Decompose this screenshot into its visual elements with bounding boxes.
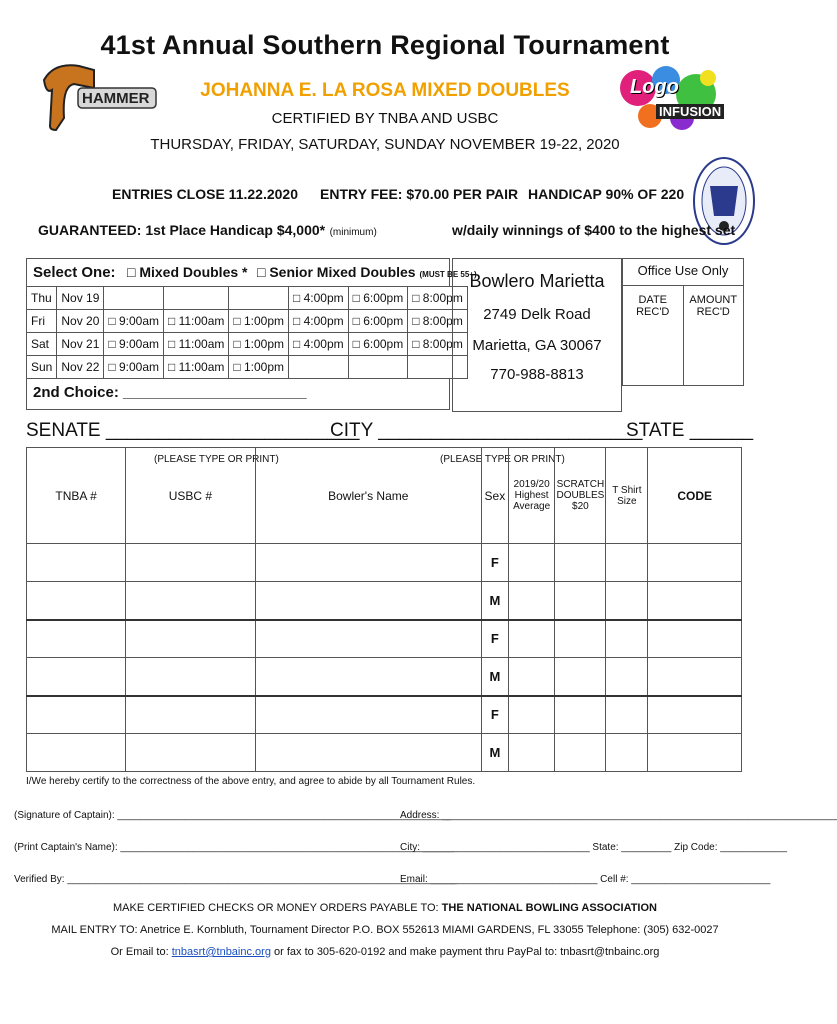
schedule-date: Nov 19	[57, 287, 104, 310]
entry-input-cell[interactable]	[255, 696, 481, 734]
time-slot-checkbox	[348, 356, 408, 379]
entry-input-cell[interactable]	[255, 734, 481, 772]
entry-input-cell[interactable]	[126, 620, 255, 658]
sex-cell: F	[481, 696, 508, 734]
mail-entry-line: MAIL ENTRY TO: Anetrice E. Kornbluth, Tournament Director P.O. BOX 552613 MIAMI GARDENS, FL 33055 Telephone: (305) 632-0027	[51, 924, 719, 936]
entry-input-cell[interactable]	[555, 658, 606, 696]
senate-note: (PLEASE TYPE OR PRINT)	[154, 454, 279, 465]
time-slot-checkbox[interactable]: □ 4:00pm	[289, 310, 349, 333]
entry-input-cell[interactable]	[555, 734, 606, 772]
time-slot-checkbox[interactable]: □ 9:00am	[104, 333, 164, 356]
entries-close: ENTRIES CLOSE 11.22.2020	[112, 186, 298, 202]
email-prefix: Or Email to:	[110, 946, 169, 958]
time-slot-checkbox[interactable]: □ 8:00pm	[408, 287, 468, 310]
entry-input-cell[interactable]	[27, 658, 126, 696]
time-slot-checkbox	[229, 287, 289, 310]
entry-input-cell[interactable]	[255, 620, 481, 658]
entry-input-cell[interactable]	[508, 620, 555, 658]
page-title: 41st Annual Southern Regional Tournament	[100, 30, 670, 60]
time-slot-checkbox[interactable]: □ 4:00pm	[289, 333, 349, 356]
entry-input-cell[interactable]	[508, 696, 555, 734]
entry-row	[27, 582, 742, 620]
entry-row	[27, 696, 742, 734]
entry-input-cell[interactable]	[27, 544, 126, 582]
time-slot-checkbox[interactable]: □ 4:00pm	[289, 287, 349, 310]
schedule-row	[27, 333, 468, 356]
entry-input-cell[interactable]	[648, 696, 742, 734]
entry-input-cell[interactable]	[255, 658, 481, 696]
schedule-row	[27, 287, 468, 310]
certify-statement: I/We hereby certify to the correctness of the above entry, and agree to abide by all Tournament Rules.	[26, 776, 476, 787]
entry-input-cell[interactable]	[606, 582, 648, 620]
entry-header-cell: TNBA #	[27, 448, 126, 544]
address-field[interactable]: Address: _______________________________________________________________________	[400, 810, 837, 821]
entry-header-cell: Sex	[481, 448, 508, 544]
time-slot-checkbox	[289, 356, 349, 379]
guaranteed-text: GUARANTEED: 1st Place Handicap $4,000*	[38, 222, 326, 238]
email-suffix: or fax to 305-620-0192 and make payment thru PayPal to: tnbasrt@tnbainc.org	[274, 946, 660, 958]
entry-row	[27, 734, 742, 772]
daily-winnings: w/daily winnings of $400 to the highest set	[452, 222, 736, 238]
entry-input-cell[interactable]	[508, 658, 555, 696]
entry-input-cell[interactable]	[555, 582, 606, 620]
entry-input-cell[interactable]	[27, 582, 126, 620]
email-line	[0, 946, 770, 958]
entry-input-cell[interactable]	[126, 544, 255, 582]
schedule-day: Fri	[27, 310, 57, 333]
guaranteed-line	[38, 222, 377, 240]
schedule-day: Sun	[27, 356, 57, 379]
entry-input-cell[interactable]	[126, 734, 255, 772]
entry-input-cell[interactable]	[648, 658, 742, 696]
schedule-day: Thu	[27, 287, 57, 310]
office-use-heading: Office Use Only	[623, 259, 743, 286]
bowler-entry-table	[26, 447, 742, 772]
schedule-date: Nov 20	[57, 310, 104, 333]
entry-header-cell: CODE	[648, 448, 742, 544]
time-slot-checkbox[interactable]: □ 1:00pm	[229, 310, 289, 333]
handicap-info: HANDICAP 90% OF 220	[528, 186, 685, 202]
verified-by-field[interactable]: Verified By: ______________________________________________________________________	[14, 874, 457, 885]
entry-fee: ENTRY FEE: $70.00 PER PAIR	[320, 186, 519, 202]
entry-header-cell: Bowler's Name	[255, 448, 481, 544]
sex-cell: M	[481, 582, 508, 620]
city-note: (PLEASE TYPE OR PRINT)	[440, 454, 565, 465]
entry-input-cell[interactable]	[555, 696, 606, 734]
entry-input-cell[interactable]	[555, 544, 606, 582]
entry-input-cell[interactable]	[648, 620, 742, 658]
senate-field[interactable]: SENATE ________________________	[26, 420, 360, 441]
entry-header-cell: 2019/20 Highest Average	[508, 448, 555, 544]
senior-mixed-label: □ Senior Mixed Doubles	[257, 264, 416, 280]
tournament-dates: THURSDAY, FRIDAY, SATURDAY, SUNDAY NOVEMBER 19-22, 2020	[150, 136, 620, 153]
entry-input-cell[interactable]	[606, 544, 648, 582]
entry-header-cell: USBC #	[126, 448, 255, 544]
second-choice-row[interactable]	[26, 378, 450, 410]
sex-cell: M	[481, 734, 508, 772]
hammer-logo-text: HAMMER	[82, 90, 150, 107]
time-slot-checkbox[interactable]: □ 6:00pm	[348, 310, 408, 333]
payable-prefix: MAKE CERTIFIED CHECKS OR MONEY ORDERS PAYABLE TO:	[113, 902, 439, 914]
time-slot-checkbox[interactable]: □ 6:00pm	[348, 333, 408, 356]
time-slot-checkbox[interactable]: □ 8:00pm	[408, 333, 468, 356]
time-slot-checkbox[interactable]: □ 11:00am	[164, 356, 229, 379]
sex-cell: F	[481, 544, 508, 582]
venue-name: Bowlero Marietta	[469, 271, 605, 291]
minimum-note: (minimum)	[329, 227, 377, 238]
mixed-doubles-checkbox[interactable]: □ Mixed Doubles *	[127, 264, 248, 280]
entry-input-cell[interactable]	[648, 734, 742, 772]
entry-input-cell[interactable]	[606, 696, 648, 734]
time-slot-checkbox[interactable]: □ 11:00am	[164, 310, 229, 333]
time-slot-checkbox[interactable]: □ 1:00pm	[229, 356, 289, 379]
entry-input-cell[interactable]	[126, 658, 255, 696]
time-slot-checkbox[interactable]: □ 9:00am	[104, 310, 164, 333]
entry-header-cell: T Shirt Size	[606, 448, 648, 544]
payable-org: THE NATIONAL BOWLING ASSOCIATION	[441, 902, 657, 914]
city-state-zip-field[interactable]: City: ______________________________ State: _________ Zip Code: ____________	[400, 842, 788, 853]
entry-input-cell[interactable]	[648, 544, 742, 582]
entry-input-cell[interactable]	[508, 544, 555, 582]
office-use-box	[622, 258, 744, 386]
date-received: DATE REC'D	[623, 286, 684, 386]
time-slot-checkbox[interactable]: □ 11:00am	[164, 333, 229, 356]
venue-street: 2749 Delk Road	[483, 306, 591, 323]
schedule-header	[26, 258, 477, 286]
entry-input-cell[interactable]	[255, 582, 481, 620]
schedule-date: Nov 22	[57, 356, 104, 379]
venue-phone: 770-988-8813	[490, 366, 584, 383]
event-subtitle: JOHANNA E. LA ROSA MIXED DOUBLES	[200, 80, 570, 101]
amount-received: AMOUNT REC'D	[689, 294, 738, 318]
time-slot-checkbox	[164, 287, 229, 310]
certification-line: CERTIFIED BY TNBA AND USBC	[271, 110, 499, 127]
entry-input-cell[interactable]	[606, 734, 648, 772]
entry-input-cell[interactable]	[508, 582, 555, 620]
entry-row	[27, 658, 742, 696]
schedule-day: Sat	[27, 333, 57, 356]
sex-cell: F	[481, 620, 508, 658]
logo-text-top: Logo	[630, 76, 679, 98]
time-slot-checkbox[interactable]: □ 6:00pm	[348, 287, 408, 310]
second-choice-field[interactable]: 2nd Choice: ______________________	[33, 384, 307, 401]
email-cell-field[interactable]: Email: ______________________________ Cell #: _________________________	[400, 874, 771, 885]
entry-input-cell[interactable]	[255, 544, 481, 582]
sex-cell: M	[481, 658, 508, 696]
city-field[interactable]: CITY _________________________	[330, 420, 643, 441]
schedule-row	[27, 356, 468, 379]
entry-input-cell[interactable]	[126, 582, 255, 620]
entry-input-cell[interactable]	[648, 582, 742, 620]
entry-row	[27, 620, 742, 658]
time-slot-checkbox[interactable]: □ 9:00am	[104, 356, 164, 379]
entry-header-cell: SCRATCH DOUBLES $20	[555, 448, 606, 544]
entry-input-cell[interactable]	[27, 620, 126, 658]
select-one-label: Select One:	[33, 264, 116, 281]
entry-input-cell[interactable]	[27, 734, 126, 772]
schedule-table	[26, 286, 468, 379]
entry-input-cell[interactable]	[508, 734, 555, 772]
captain-signature-field[interactable]: (Signature of Captain): ____________________________________________________________	[14, 810, 452, 821]
entry-input-cell[interactable]	[606, 658, 648, 696]
time-slot-checkbox[interactable]: □ 1:00pm	[229, 333, 289, 356]
senior-age-note: (MUST BE 55+)	[419, 270, 477, 279]
entry-input-cell[interactable]	[606, 620, 648, 658]
venue-city: Marietta, GA 30067	[472, 337, 602, 354]
entry-input-cell[interactable]	[126, 696, 255, 734]
time-slot-checkbox	[104, 287, 164, 310]
payable-line	[0, 902, 770, 914]
entry-input-cell[interactable]	[27, 696, 126, 734]
entry-row	[27, 544, 742, 582]
state-field[interactable]: STATE ______	[626, 420, 754, 441]
time-slot-checkbox[interactable]: □ 8:00pm	[408, 310, 468, 333]
venue-box	[452, 258, 622, 412]
entry-input-cell[interactable]	[555, 620, 606, 658]
schedule-row	[27, 310, 468, 333]
email-link[interactable]: tnbasrt@tnbainc.org	[171, 946, 271, 958]
logo-text-bottom: INFUSION	[656, 104, 724, 119]
schedule-date: Nov 21	[57, 333, 104, 356]
captain-name-field[interactable]: (Print Captain's Name): ____________________________________________________________	[14, 842, 455, 853]
senior-mixed-checkbox[interactable]	[257, 264, 477, 280]
